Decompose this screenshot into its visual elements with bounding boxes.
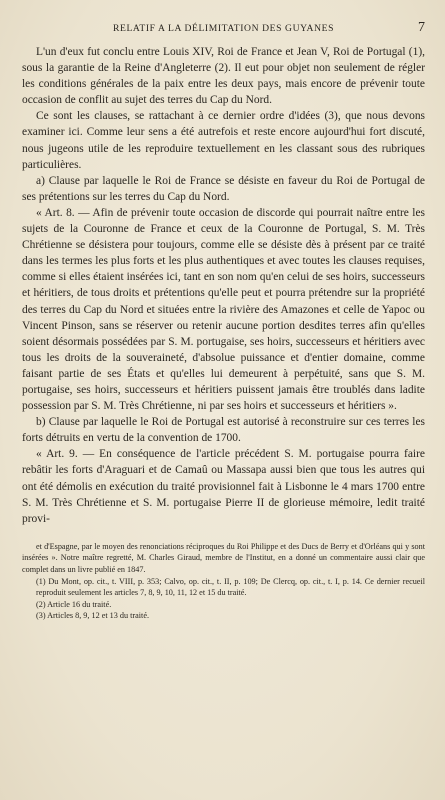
body-paragraph: « Art. 9. — En conséquence de l'article précédent S. M. portugaise pourra faire rebâtir les forts d'Araguari et de Camaû ou Massapa aussi bien que tous les autres qui ont été démolis en exécution du traité provisionnel fait à Lisbonne le 4 mars 1700 entre S. M. Très Chrétienne et S. M. portugaise Pierre II de glorieuse mémoire, ledit traité provi- (22, 448, 425, 525)
footnotes (22, 541, 425, 622)
body-text (22, 44, 425, 527)
body-paragraph: L'un d'eux fut conclu entre Louis XIV, Roi de France et Jean V, Roi de Portugal (1), sous la garantie de la Reine d'Angleterre (2). Il eut pour objet non seulement de régler les conditions générales de la paix entre les deux pays, mais encore de prévenir toute occasion de conflit au sujet des terres du Cap du Nord. (22, 46, 425, 107)
page-number: 7 (418, 20, 425, 35)
footnote-continuation: et d'Espagne, par le moyen des renonciations réciproques du Roi Philippe et des Ducs de Berry et d'Orléans qui y sont insérées ». Notre maître regretté, M. Charles Giraud, membre de l'Institut, en a donné un commentaire aussi clair que complet dans un livre publié en 1847. (22, 541, 425, 574)
body-paragraph: Ce sont les clauses, se rattachant à ce dernier ordre d'idées (3), que nous devons examiner ici. Comme leur sens a été autrefois et reste encore aujourd'hui fort discuté, nous jugeons utile de les reproduire textuellement en les classant sous des rubriques particulières. (22, 110, 425, 171)
footnote: (3) Articles 8, 9, 12 et 13 du traité. (36, 611, 150, 621)
footnote: (1) Du Mont, op. cit., t. VIII, p. 353; Calvo, op. cit., t. II, p. 109; De Clercq, op. cit., t. I, p. 14. Ce dernier recueil reproduit seulement les articles 7, 8, 9, 10, 11, 12 et 15 du traité. (36, 576, 425, 598)
body-paragraph: a) Clause par laquelle le Roi de France se désiste en faveur du Roi de Portugal de ses prétentions sur les terres du Cap du Nord. (22, 174, 425, 203)
body-paragraph: b) Clause par laquelle le Roi de Portugal est autorisé à reconstruire sur ces terres les forts détruits en vertu de la convention de 1700. (22, 416, 425, 445)
footnote: (2) Article 16 du traité. (36, 599, 112, 609)
page-header (22, 20, 425, 34)
body-paragraph: « Art. 8. — Afin de prévenir toute occasion de discorde qui pourrait naître entre les sujets de la Couronne de France et ceux de la Couronne de Portugal, S. M. Très Chrétienne se désistera pour toujours, comme elle se désiste dès à présent par ce traité dans les termes les plus forts et les plus authentiques et avec toutes les clauses requises, comme si elles étaient insérées ici, tant en son nom qu'en celui de ses hoirs, successeurs et héritiers, de tous droits et prétentions qu'elle peut et pourra prétendre sur la propriété des terres du Cap du Nord et situées entre la rivière des Amazones et celle de Yapoc ou Vincent Pinson, sans se réserver ou retenir aucune portion desdites terres afin qu'elles soient désormais possédées par S. M. portugaise, ses hoirs, successeurs et héritiers avec tous les droits de la souveraineté, d'absolue puissance et d'entier domaine, comme faisant partie de ses États et qu'elles lui demeurent à perpétuité, sans que S. M. portugaise, ses hoirs, successeurs et héritiers puissent jamais être troublés dans ladite possession par S. M. Très Chrétienne, ni par ses hoirs et successeurs et héritiers ». (22, 206, 425, 413)
running-head: RELATIF A LA DÉLIMITATION DES GUYANES (112, 23, 335, 34)
